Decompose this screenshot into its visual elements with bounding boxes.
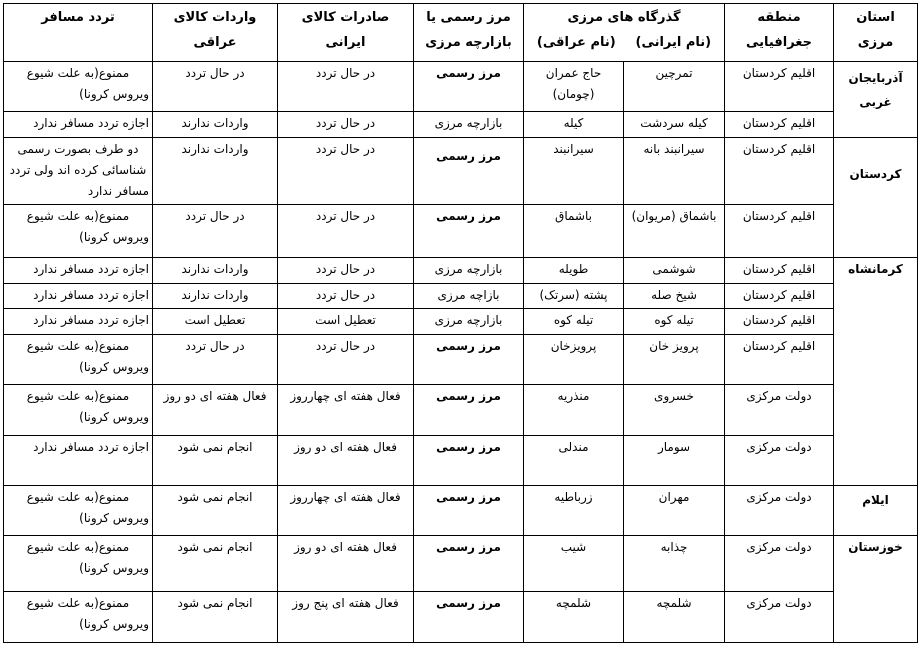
travel-cell: ممنوع(به علت شیوع ویروس کرونا): [4, 535, 153, 591]
crossing-iraq-cell: باشماق: [524, 205, 624, 258]
travel-cell: اجازه تردد مسافر ندارد: [4, 309, 153, 335]
type-cell: مرز رسمی: [414, 535, 524, 591]
region-cell: اقلیم کردستان: [725, 137, 834, 204]
crossing-iraq-cell: طویله: [524, 258, 624, 284]
crossing-iraq-cell: شیب: [524, 535, 624, 591]
exports-cell: در حال تردد: [278, 205, 414, 258]
crossing-iraq-cell: پشته (سرتک): [524, 283, 624, 309]
type-cell: مرز رسمی: [414, 334, 524, 384]
exports-cell: فعال هفته ای چهارروز: [278, 384, 414, 435]
header-crossing-iran: (نام ایرانی): [635, 35, 712, 50]
header-imports-line2: عراقی: [193, 35, 237, 50]
travel-cell: ممنوع(به علت شیوع ویروس کرونا): [4, 62, 153, 112]
header-exports-line2: ایرانی: [325, 35, 366, 50]
exports-cell: در حال تردد: [278, 334, 414, 384]
crossing-iraq-cell: مندلی: [524, 435, 624, 485]
crossing-iran-cell: خسروی: [624, 384, 725, 435]
table-row: [4, 485, 918, 535]
header-region: منطقه جغرافیایی: [725, 4, 834, 62]
imports-cell: انجام نمی شود: [153, 535, 278, 591]
header-imports: [153, 4, 278, 62]
exports-cell: در حال تردد: [278, 112, 414, 138]
type-cell: مرز رسمی: [414, 384, 524, 435]
region-cell: اقلیم کردستان: [725, 309, 834, 335]
header-row: [4, 4, 918, 62]
table-row: [4, 112, 918, 138]
header-type-line2: بازارچه مرزی: [425, 35, 512, 50]
header-crossings: [524, 4, 725, 62]
table-row: [4, 435, 918, 485]
region-cell: دولت مرکزی: [725, 435, 834, 485]
imports-cell: انجام نمی شود: [153, 485, 278, 535]
type-cell: مرز رسمی: [414, 591, 524, 642]
table-row: [4, 62, 918, 112]
table-row: [4, 384, 918, 435]
header-exports-line1: صادرات کالای: [301, 10, 390, 25]
region-cell: دولت مرکزی: [725, 591, 834, 642]
type-cell: مرز رسمی: [414, 205, 524, 258]
travel-cell: ممنوع(به علت شیوع ویروس کرونا): [4, 205, 153, 258]
table-row: [4, 258, 918, 284]
crossing-iraq-cell: زرباطیه: [524, 485, 624, 535]
crossing-iran-cell: شلمچه: [624, 591, 725, 642]
table-row: [4, 309, 918, 335]
exports-cell: فعال هفته ای دو روز: [278, 435, 414, 485]
table-row: [4, 535, 918, 591]
region-cell: اقلیم کردستان: [725, 258, 834, 284]
table-row: [4, 591, 918, 642]
crossing-iraq-cell: پرویزخان: [524, 334, 624, 384]
region-cell: اقلیم کردستان: [725, 334, 834, 384]
imports-cell: واردات ندارند: [153, 112, 278, 138]
province-cell: کرمانشاه: [834, 258, 918, 486]
crossing-iran-cell: مهران: [624, 485, 725, 535]
exports-cell: در حال تردد: [278, 258, 414, 284]
header-type-line1: مرز رسمی یا: [426, 10, 511, 25]
exports-cell: در حال تردد: [278, 283, 414, 309]
region-cell: دولت مرکزی: [725, 485, 834, 535]
travel-cell: اجازه تردد مسافر ندارد: [4, 283, 153, 309]
exports-cell: فعال هفته ای دو روز: [278, 535, 414, 591]
travel-cell: ممنوع(به علت شیوع ویروس کرونا): [4, 591, 153, 642]
border-crossings-table: [3, 3, 918, 643]
imports-cell: واردات ندارند: [153, 258, 278, 284]
imports-cell: تعطیل است: [153, 309, 278, 335]
header-crossings-title: گذرگاه های مرزی: [567, 10, 681, 25]
exports-cell: در حال تردد: [278, 137, 414, 204]
travel-cell: اجازه تردد مسافر ندارد: [4, 112, 153, 138]
imports-cell: انجام نمی شود: [153, 591, 278, 642]
crossing-iran-cell: سومار: [624, 435, 725, 485]
imports-cell: فعال هفته ای دو روز: [153, 384, 278, 435]
type-cell: مرز رسمی: [414, 435, 524, 485]
type-cell: بازاچه مرزی: [414, 283, 524, 309]
imports-cell: در حال تردد: [153, 62, 278, 112]
crossing-iran-cell: شوشمی: [624, 258, 725, 284]
travel-cell: اجازه تردد مسافر ندارد: [4, 435, 153, 485]
type-cell: مرز رسمی: [414, 485, 524, 535]
region-cell: اقلیم کردستان: [725, 283, 834, 309]
crossing-iraq-cell: سیرانبند: [524, 137, 624, 204]
crossing-iraq-cell: شلمچه: [524, 591, 624, 642]
exports-cell: فعال هفته ای پنج روز: [278, 591, 414, 642]
region-cell: دولت مرکزی: [725, 384, 834, 435]
travel-cell: دو طرف بصورت رسمی شناسائی کرده اند ولی تردد مسافر ندارد: [4, 137, 153, 204]
crossing-iran-cell: چذابه: [624, 535, 725, 591]
crossing-iran-cell: باشماق (مریوان): [624, 205, 725, 258]
exports-cell: تعطیل است: [278, 309, 414, 335]
header-travel: تردد مسافر: [4, 4, 153, 62]
crossing-iraq-cell: کیله: [524, 112, 624, 138]
type-cell: بازارچه مرزی: [414, 258, 524, 284]
province-cell: ایلام: [834, 485, 918, 535]
imports-cell: واردات ندارند: [153, 137, 278, 204]
crossing-iran-cell: سیرانبند بانه: [624, 137, 725, 204]
imports-cell: در حال تردد: [153, 205, 278, 258]
crossing-iraq-cell: منذریه: [524, 384, 624, 435]
crossing-iran-cell: کیله سردشت: [624, 112, 725, 138]
travel-cell: ممنوع(به علت شیوع ویروس کرونا): [4, 334, 153, 384]
table-row: [4, 334, 918, 384]
crossing-iran-cell: شیخ صله: [624, 283, 725, 309]
travel-cell: اجازه تردد مسافر ندارد: [4, 258, 153, 284]
type-cell: مرز رسمی: [414, 62, 524, 112]
region-cell: اقلیم کردستان: [725, 112, 834, 138]
crossing-iran-cell: تمرچین: [624, 62, 725, 112]
table-row: [4, 137, 918, 204]
crossing-iraq-cell: تیله کوه: [524, 309, 624, 335]
province-cell: آذربایجان غربی: [834, 62, 918, 138]
crossing-iran-cell: پرویز خان: [624, 334, 725, 384]
region-cell: اقلیم کردستان: [725, 62, 834, 112]
province-cell: کردستان: [834, 137, 918, 257]
province-cell: خوزستان: [834, 535, 918, 642]
crossing-iran-cell: تیله کوه: [624, 309, 725, 335]
type-cell: بازارچه مرزی: [414, 309, 524, 335]
travel-cell: ممنوع(به علت شیوع ویروس کرونا): [4, 485, 153, 535]
region-cell: اقلیم کردستان: [725, 205, 834, 258]
imports-cell: در حال تردد: [153, 334, 278, 384]
travel-cell: ممنوع(به علت شیوع ویروس کرونا): [4, 384, 153, 435]
header-crossing-iraq: (نام عراقی): [536, 35, 616, 50]
header-province: استان مرزی: [834, 4, 918, 62]
imports-cell: واردات ندارند: [153, 283, 278, 309]
header-imports-line1: واردات کالای: [173, 10, 257, 25]
crossing-iraq-cell: حاج عمران (چومان): [524, 62, 624, 112]
imports-cell: انجام نمی شود: [153, 435, 278, 485]
type-cell: بازارچه مرزی: [414, 112, 524, 138]
header-exports: [278, 4, 414, 62]
header-type: [414, 4, 524, 62]
exports-cell: در حال تردد: [278, 62, 414, 112]
region-cell: دولت مرکزی: [725, 535, 834, 591]
table-row: [4, 283, 918, 309]
exports-cell: فعال هفته ای چهارروز: [278, 485, 414, 535]
table-row: [4, 205, 918, 258]
type-cell: مرز رسمی: [414, 137, 524, 204]
